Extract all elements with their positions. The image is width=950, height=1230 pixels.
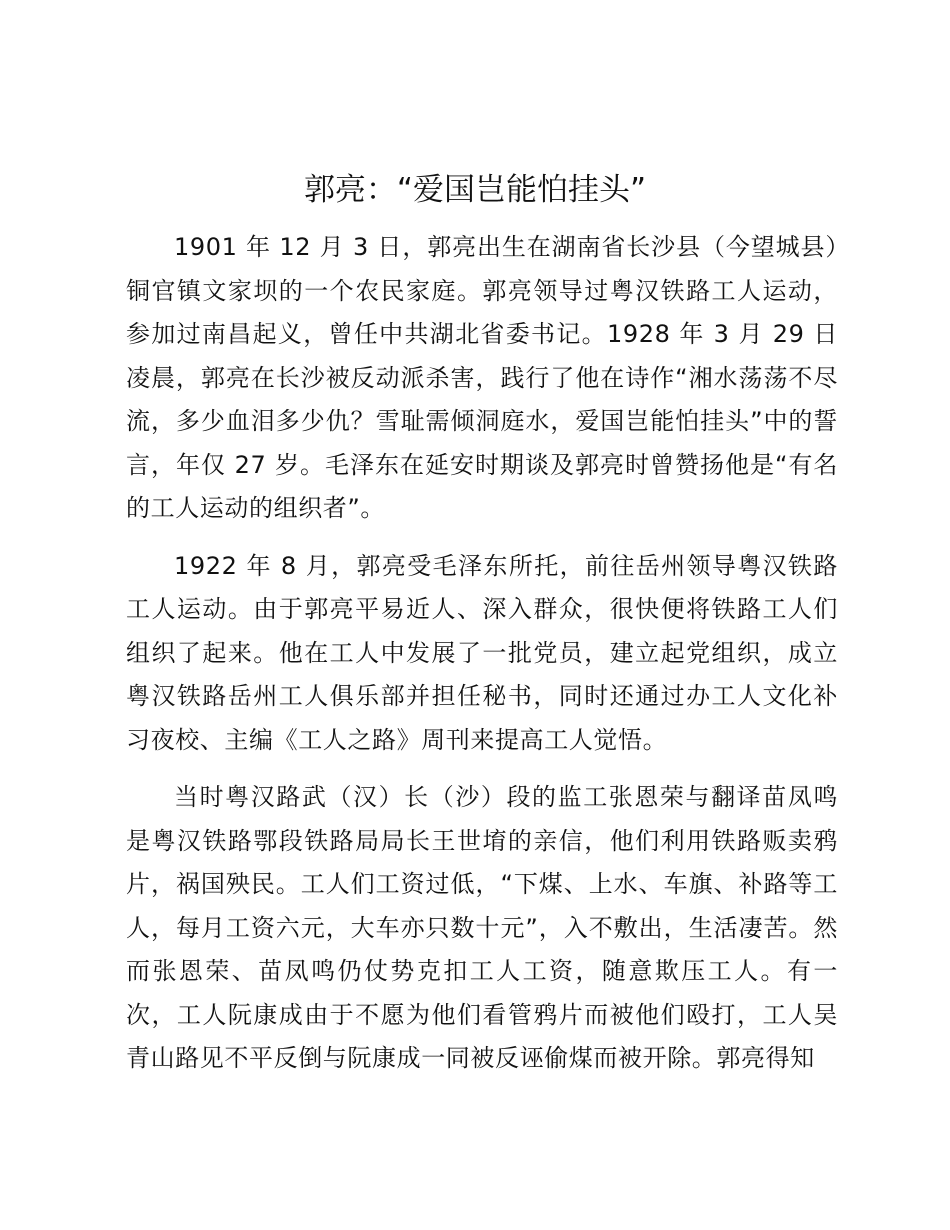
page-title: 郭亮：“爱国岂能怕挂头” <box>303 172 647 208</box>
paragraph-1: 1901 年 12 月 3 日，郭亮出生在湖南省长沙县（今望城县）铜官镇文家坝的一个农民家庭。郭亮领导过粤汉铁路工人运动，参加过南昌起义，曾任中共湖北省委书记。1928 年 3 月 29 日凌晨，郭亮在长沙被反动派杀害，践行了他在诗作“湘水荡荡不尽流，多少血泪多少仇？雪耻需倾洞庭水，爱国岂能怕挂头”中的誓言，年仅 27 岁。毛泽东在延安时期谈及郭亮时曾赞扬他是“有名的工人运动的组织者”。 <box>126 233 838 522</box>
paragraph-3: 当时粤汉路武（汉）长（沙）段的监工张恩荣与翻译苗凤鸣是粤汉铁路鄂段铁路局局长王世堉的亲信，他们利用铁路贩卖鸦片，祸国殃民。工人们工资过低，“下煤、上水、车旗、补路等工人，每月工资六元，大车亦只数十元”，入不敷出，生活凄苦。然而张恩荣、苗凤鸣仍仗势克扣工人工资，随意欺压工人。有一次，工人阮康成由于不愿为他们看管鸦片而被他们殴打，工人吴青山路见不平反倒与阮康成一同被反诬偷煤而被开除。郭亮得知 <box>126 783 838 1072</box>
paragraph-2: 1922 年 8 月，郭亮受毛泽东所托，前往岳州领导粤汉铁路工人运动。由于郭亮平易近人、深入群众，很快便将铁路工人们组织了起来。他在工人中发展了一批党员，建立起党组织，成立粤汉铁路岳州工人俱乐部并担任秘书，同时还通过办工人文化补习夜校、主编《工人之路》周刊来提高工人觉悟。 <box>126 551 838 754</box>
document-body <box>126 226 838 1095</box>
